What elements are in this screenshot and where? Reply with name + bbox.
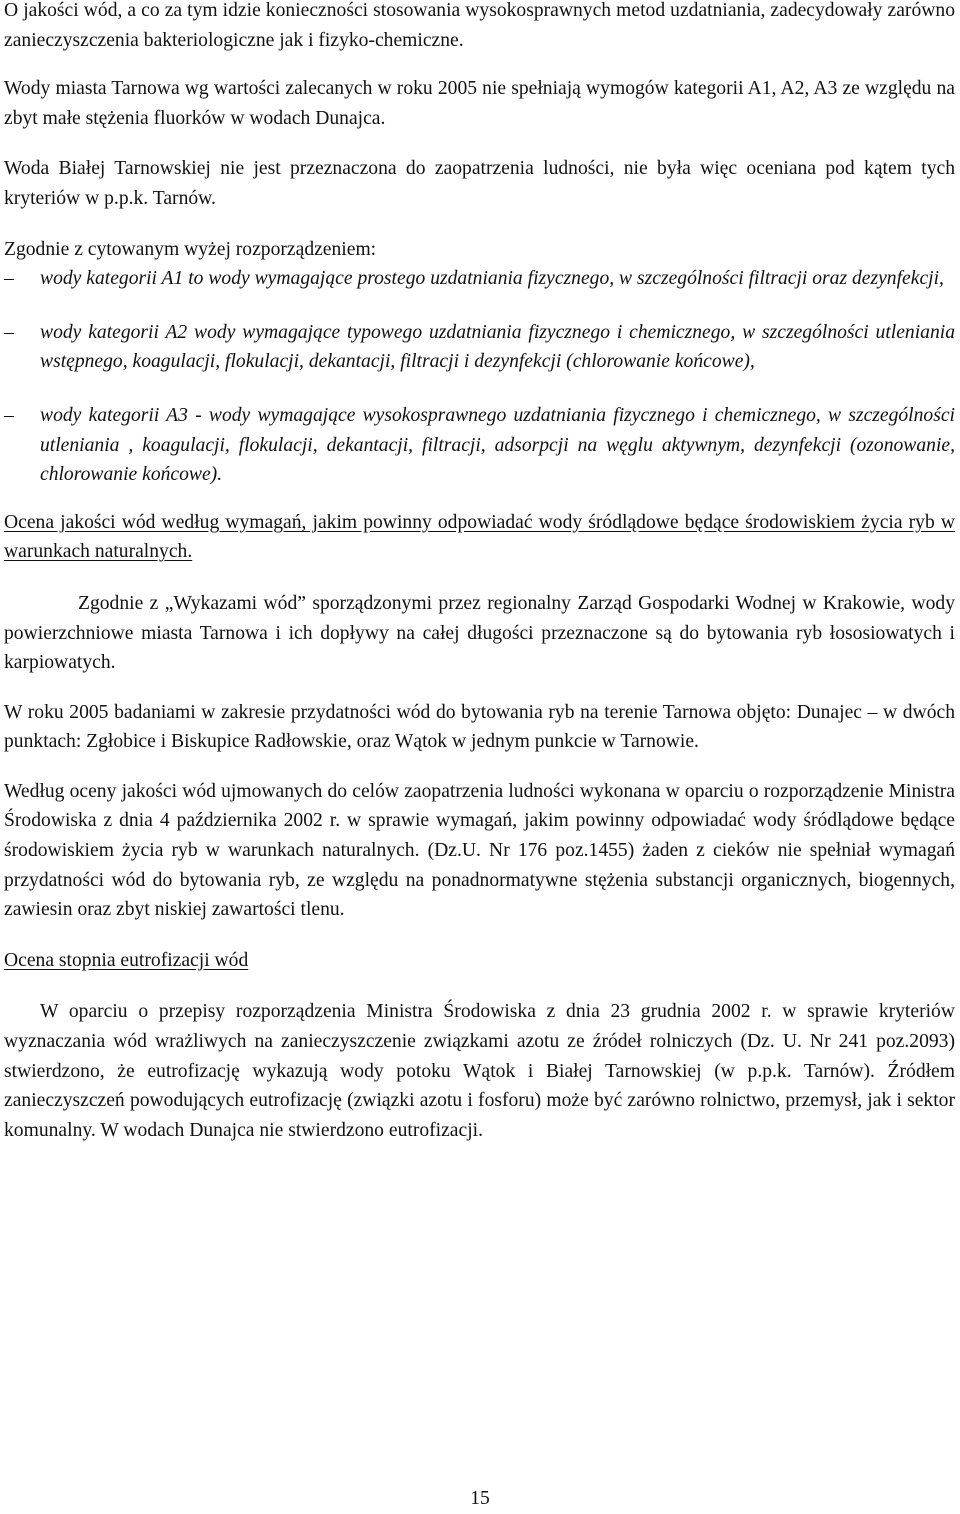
paragraph-fluoride: Wody miasta Tarnowa wg wartości zalecanych w roku 2005 nie spełniają wymogów kategorii A1, A2, A3 ze względu na zbyt małe stężenia fluorków w wodach Dunajca.	[4, 78, 955, 129]
dash-bullet: –	[4, 404, 14, 426]
list-item-text: wody kategorii A2 wody wymagające typowego uzdatniania fizycznego i chemicznego, w szczególności utleniania wstępnego, koagulacji, flokulacji, dekantacji, filtracji i dezynfekcji (chlorowanie końcowe),	[40, 321, 955, 373]
list-item-text: wody kategorii A3 - wody wymagające wysokosprawnego uzdatniania fizycznego i chemicznego, w szczególności utleniania , koagulacji, flokulacji, dekantacji, filtracji, adsorpcji na węglu aktywnym, dezynfekcji (ozonowanie, chlorowanie końcowe).	[40, 404, 955, 486]
paragraph-2005-studies: W roku 2005 badaniami w zakresie przydatności wód do bytowania ryb na terenie Tarnowa objęto: Dunajec – w dwóch punktach: Zgłobice i Biskupice Radłowskie, oraz Wątok w jednym punkcie w Tarnowie.	[4, 701, 955, 753]
paragraph-water-registry: Zgodnie z „Wykazami wód” sporządzonymi przez regionalny Zarząd Gospodarki Wodnej w Krakowie, wody powierzchniowe miasta Tarnowa i ich dopływy na całej długości przeznaczone są do bytowania ryb łososiowatych i karpiowatych.	[4, 592, 955, 674]
paragraph-water-quality: O jakości wód, a co za tym idzie konieczności stosowania wysokosprawnych metod uzdatniania, zadecydowały zarówno zanieczyszczenia bakteriologiczne jak i fizyko-chemiczne.	[4, 0, 955, 51]
dash-bullet: –	[4, 268, 14, 290]
paragraph-biala-tarnowska: Woda Białej Tarnowskiej nie jest przeznaczona do zaopatrzenia ludności, nie była więc oceniana pod kątem tych kryteriów w p.p.k. Tarnów.	[4, 158, 955, 209]
paragraph-assessment: Według oceny jakości wód ujmowanych do celów zaopatrzenia ludności wykonana w oparciu o rozporządzenie Ministra Środowiska z dnia 4 października 2002 r. w sprawie wymagań, jakim powinny odpowiadać wody śródlądowe będące środowiskiem życia ryb w warunkach naturalnych. (Dz.U. Nr 176 poz.1455) żaden z cieków nie spełniał wymagań przydatności wód do bytowania ryb, ze względu na ponadnormatywne stężenia substancji organicznych, biogennych, zawiesin oraz zbyt niskiej zawartości tlenu.	[4, 780, 955, 921]
dash-bullet: –	[4, 321, 14, 343]
paragraph-eutrophication: W oparciu o przepisy rozporządzenia Ministra Środowiska z dnia 23 grudnia 2002 r. w sprawie kryteriów wyznaczania wód wrażliwych na zanieczyszczenie związkami azotu ze źródeł rolniczych (Dz. U. Nr 241 poz.2093) stwierdzono, że eutrofizację wykazują wody potoku Wątok i Białej Tarnowskiej (w p.p.k. Tarnów). Źródłem zanieczyszczeń powodujących eutrofizację (związki azotu i fosforu) może być zarówno rolnictwo, przemysł, jak i sektor komunalny. W wodach Dunajca nie stwierdzono eutrofizacji.	[4, 1001, 955, 1141]
list-item-a3	[4, 401, 955, 490]
list-item-text: wody kategorii A1 to wody wymagające prostego uzdatniania fizycznego, w szczególności filtracji oraz dezynfekcji,	[40, 268, 944, 290]
page-number: 15	[470, 1488, 490, 1509]
list-item-a2	[4, 318, 955, 377]
section-heading-fish-quality	[4, 508, 955, 567]
section-heading-text: Ocena stopnia eutrofizacji wód	[4, 949, 249, 971]
section-heading-eutrophication	[4, 946, 955, 976]
list-item-a1	[4, 264, 955, 294]
water-category-list	[4, 264, 955, 490]
paragraph-regulation-intro: Zgodnie z cytowanym wyżej rozporządzeniem:	[4, 238, 377, 260]
document-page	[4, 0, 955, 1145]
section-heading-text: Ocena jakości wód według wymagań, jakim powinny odpowiadać wody śródlądowe będące środowiskiem życia ryb w warunkach naturalnych.	[4, 511, 955, 563]
